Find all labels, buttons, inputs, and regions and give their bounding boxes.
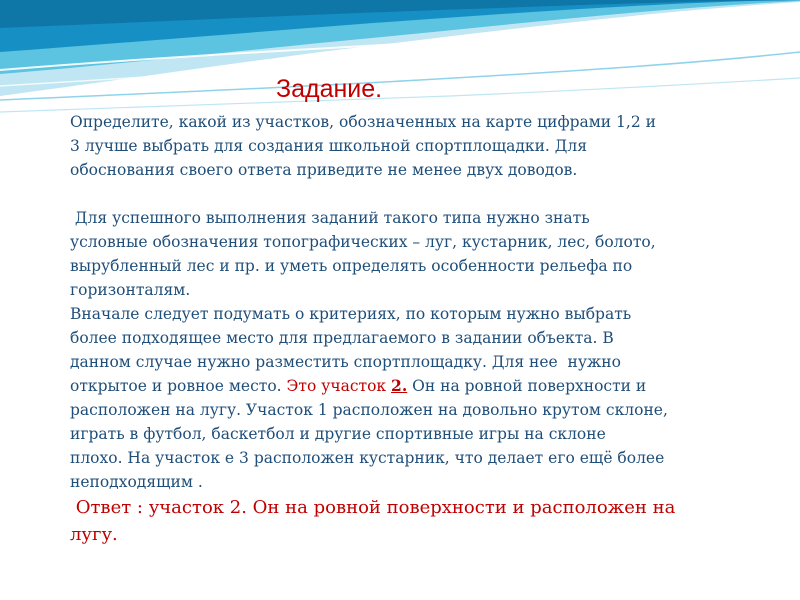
text-line: 3 лучше выбрать для создания школьной спортплощадки. Для <box>70 137 588 155</box>
paragraph-task <box>70 110 740 182</box>
text-line: играть в футбол, баскетбол и другие спортивные игры на склоне <box>70 425 606 443</box>
text-fragment: открытое и ровное место. <box>70 377 287 395</box>
slide-title: Задание. <box>276 75 383 103</box>
text-line-with-highlight <box>70 374 740 398</box>
answer-line: Ответ : участок 2. Он на ровной поверхности и расположен на <box>70 497 676 518</box>
highlighted-answer: Это участок <box>286 377 392 395</box>
text-line: обоснования своего ответа приведите не менее двух доводов. <box>70 161 578 179</box>
text-line: расположен на лугу. Участок 1 расположен на довольно крутом склоне, <box>70 401 668 419</box>
answer-text <box>70 494 740 548</box>
text-line: более подходящее место для предлагаемого в задании объекта. В <box>70 329 614 347</box>
paragraph-spacer <box>70 182 740 206</box>
slide-body <box>70 110 740 548</box>
text-fragment: Он на ровной поверхности и <box>407 377 647 395</box>
answer-line: лугу. <box>70 524 118 545</box>
text-line: вырубленный лес и пр. и уметь определять особенности рельефа по <box>70 257 633 275</box>
text-line: Определите, какой из участков, обозначенных на карте цифрами 1,2 и <box>70 113 656 131</box>
text-line: плохо. На участок е 3 расположен кустарник, что делает его ещё более <box>70 449 665 467</box>
text-line: Для успешного выполнения заданий такого типа нужно знать <box>70 209 590 227</box>
text-line: неподходящим . <box>70 473 203 491</box>
text-line: данном случае нужно разместить спортплощадку. Для нее нужно <box>70 353 621 371</box>
text-line: Вначале следует подумать о критериях, по которым нужно выбрать <box>70 305 632 323</box>
paragraph-knowledge <box>70 206 740 302</box>
highlighted-plot-number: 2. <box>391 376 408 395</box>
text-line: горизонталям. <box>70 281 191 299</box>
paragraph-explanation <box>70 302 740 494</box>
text-line: условные обозначения топографических – луг, кустарник, лес, болото, <box>70 233 656 251</box>
